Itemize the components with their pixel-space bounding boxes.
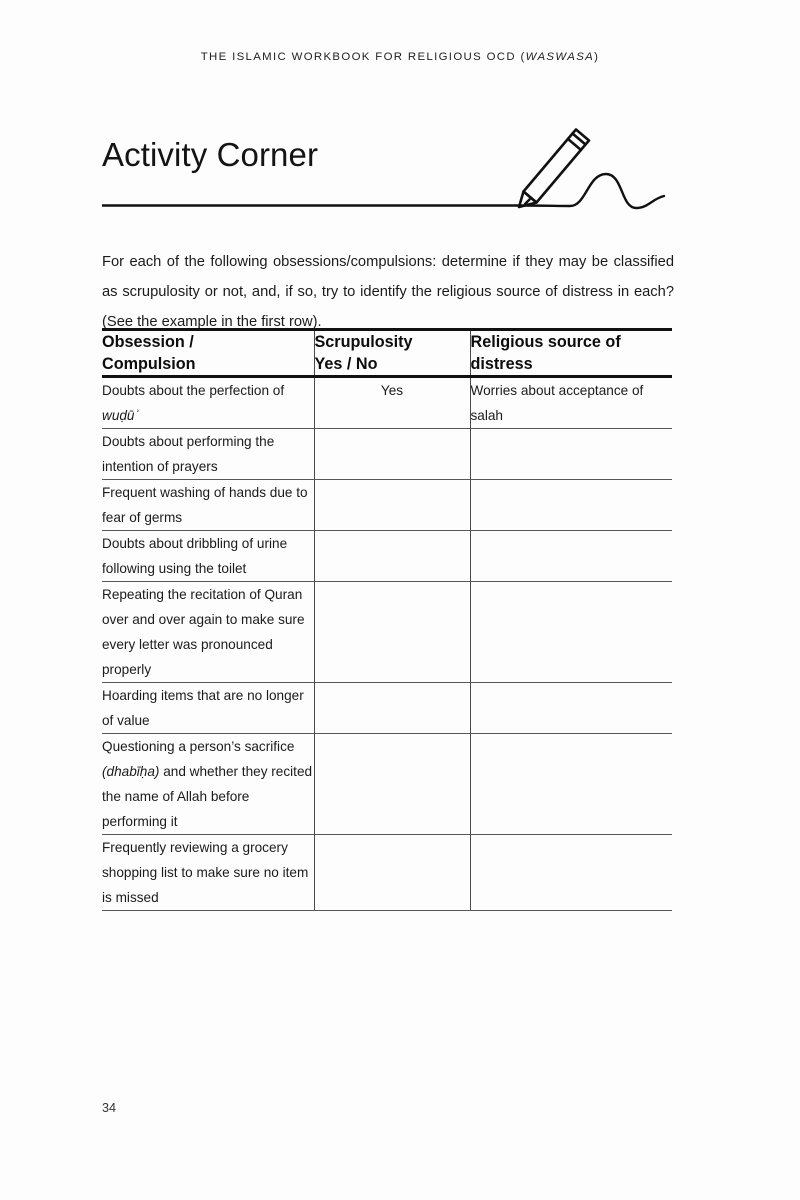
table-row	[102, 734, 672, 835]
table-row	[102, 582, 672, 683]
column-header-religious-source-line1: Religious source of	[470, 333, 621, 351]
cell-religious-source[interactable]	[470, 429, 672, 480]
table-row	[102, 429, 672, 480]
cell-obsession	[102, 531, 314, 582]
table-row	[102, 377, 672, 429]
cell-obsession-text: Frequent washing of hands due to fear of germs	[102, 485, 308, 525]
running-head-text-before: THE ISLAMIC WORKBOOK FOR RELIGIOUS OCD (	[200, 51, 526, 63]
cell-obsession	[102, 429, 314, 480]
page-number: 34	[102, 1101, 117, 1115]
table-row	[102, 531, 672, 582]
table-header	[102, 330, 672, 377]
cell-scrupulosity[interactable]	[314, 683, 470, 734]
cell-scrupulosity[interactable]	[314, 531, 470, 582]
cell-scrupulosity[interactable]	[314, 835, 470, 911]
cell-obsession-term: wuḍūʾ	[102, 408, 140, 423]
cell-religious-source[interactable]	[470, 734, 672, 835]
cell-scrupulosity[interactable]	[314, 734, 470, 835]
pencil-icon	[519, 130, 589, 208]
cell-scrupulosity[interactable]	[314, 429, 470, 480]
cell-religious-source[interactable]: Worries about acceptance of salah	[470, 377, 672, 429]
cell-obsession	[102, 480, 314, 531]
cell-religious-source[interactable]	[470, 531, 672, 582]
squiggle-line-icon	[102, 174, 664, 208]
cell-obsession	[102, 377, 314, 429]
instructions-paragraph: For each of the following obsessions/compulsions: determine if they may be classified as scrupulosity or not, and, if so, try to identify the religious source of distress in each? (See the example in the first row).	[102, 253, 674, 330]
table-row	[102, 835, 672, 911]
cell-religious-source[interactable]	[470, 480, 672, 531]
cell-obsession-text: Doubts about performing the intention of prayers	[102, 434, 275, 474]
cell-religious-source[interactable]	[470, 683, 672, 734]
cell-obsession-text: Hoarding items that are no longer of value	[102, 688, 304, 728]
page-title: Activity Corner	[102, 136, 319, 173]
cell-obsession	[102, 734, 314, 835]
worksheet-table	[102, 328, 672, 911]
cell-obsession	[102, 835, 314, 911]
column-header-obsession-line1: Obsession /	[102, 333, 194, 351]
running-head-text-after: )	[594, 51, 600, 63]
table-row	[102, 683, 672, 734]
cell-obsession-text: Repeating the recitation of Quran over and over again to make sure every letter was pronounced properly	[102, 587, 305, 677]
cell-obsession-text: Doubts about dribbling of urine following using the toilet	[102, 536, 288, 576]
cell-religious-source[interactable]	[470, 835, 672, 911]
column-header-scrupulosity-line2: Yes / No	[314, 355, 378, 373]
cell-obsession-text: Frequently reviewing a grocery shopping list to make sure no item is missed	[102, 840, 309, 905]
title-block	[102, 108, 672, 212]
cell-obsession	[102, 683, 314, 734]
column-header-scrupulosity	[314, 330, 470, 377]
cell-obsession-term: (dhabīḥa)	[102, 764, 160, 779]
column-header-obsession	[102, 330, 314, 377]
cell-obsession-text: Questioning a person’s sacrifice	[102, 739, 295, 754]
column-header-scrupulosity-line1: Scrupulosity	[314, 333, 413, 351]
cell-scrupulosity[interactable]	[314, 480, 470, 531]
column-header-obsession-line2: Compulsion	[102, 355, 196, 373]
running-head	[0, 51, 800, 63]
cell-scrupulosity[interactable]: Yes	[314, 377, 470, 429]
cell-obsession-text: Doubts about the perfection of	[102, 383, 285, 398]
cell-scrupulosity[interactable]	[314, 582, 470, 683]
cell-obsession	[102, 582, 314, 683]
column-header-religious-source	[470, 330, 672, 377]
column-header-religious-source-line2: distress	[470, 355, 533, 373]
table-row	[102, 480, 672, 531]
cell-religious-source[interactable]	[470, 582, 672, 683]
worksheet-table-wrapper	[102, 328, 672, 911]
table-body	[102, 377, 672, 911]
running-head-italic-term: WASWASA	[525, 51, 595, 63]
table-header-row	[102, 330, 672, 377]
cell-obsession-text-continued: and whether they recited the name of Allah before performing it	[102, 764, 313, 829]
